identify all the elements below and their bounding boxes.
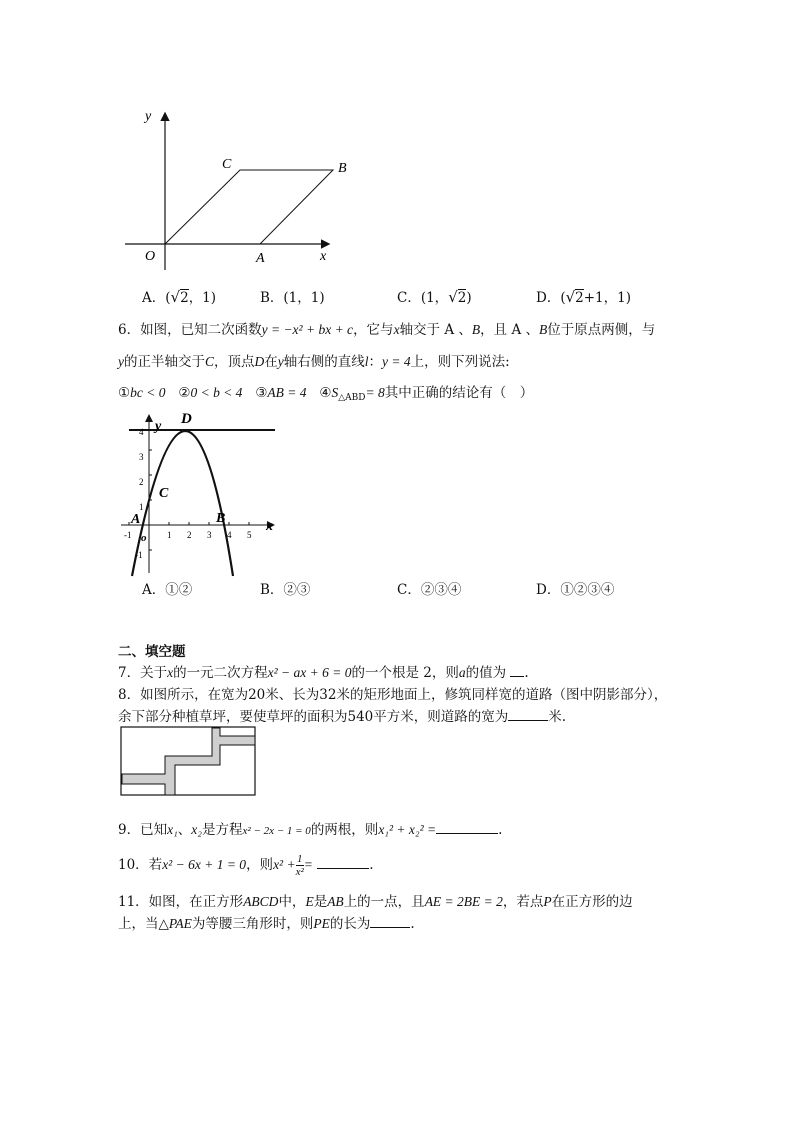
- q6-line1: 6．如图，已知二次函数y = −x² + bx + c，它与x轴交于 A 、B，且 A 、B位于原点两侧，与: [118, 322, 656, 338]
- q10-answer-blank[interactable]: [317, 856, 369, 869]
- q7: 7．关于x的一元二次方程x² − ax + 6 = 0的一个根是 2，则a的值为 .: [118, 665, 529, 681]
- parallelogram: [165, 170, 333, 244]
- q9-answer-blank[interactable]: [436, 821, 498, 834]
- point-a-label: A: [131, 512, 141, 527]
- q6-option-b[interactable]: B．②③: [260, 582, 311, 598]
- parallelogram-figure: [115, 100, 347, 270]
- q10: 10．若x² − 6x + 1 = 0，则x² + $\frac{1}{\text{x²}}$ = .: [118, 853, 374, 878]
- point-b-label: B: [216, 511, 226, 526]
- tick-y-1: 1: [139, 502, 144, 512]
- q5-option-c[interactable]: C．(1，√2): [397, 288, 472, 306]
- q11-line1: 11．如图，在正方形ABCD中，E是AB上的一点，且AE = 2BE = 2，若点P在正方形的边: [118, 894, 633, 910]
- point-c-label: C: [159, 486, 169, 501]
- tick-x-4: 4: [227, 530, 232, 540]
- q6-option-c[interactable]: C．②③④: [397, 582, 462, 598]
- tick-x-3: 3: [207, 530, 212, 540]
- fig2-x-label: x: [266, 519, 273, 534]
- parabola-figure: [115, 408, 285, 576]
- tick-y-4: 4: [139, 427, 144, 437]
- tick-x-neg1: -1: [124, 530, 132, 540]
- parabola-curve: [132, 431, 233, 576]
- road-figure: [120, 726, 258, 798]
- q5-option-b[interactable]: B．(1，1): [260, 290, 325, 306]
- q6-line2: y的正半轴交于C，顶点D在y轴右侧的直线l：y = 4上，则下列说法:: [118, 354, 510, 370]
- tick-y-2: 2: [139, 477, 144, 487]
- q8-line2: 余下部分种植草坪，要使草坪的面积为540平方米，则道路的宽为 米.: [118, 709, 567, 725]
- q6-option-a[interactable]: A．①②: [142, 582, 193, 598]
- q5-option-a[interactable]: A．(√2，1): [142, 288, 217, 306]
- q7-answer-blank[interactable]: [510, 664, 524, 677]
- q11-line2: 上，当△PAE为等腰三角形时，则PE的长为 .: [118, 916, 415, 932]
- point-c-label: C: [222, 157, 232, 172]
- tick-x-5: 5: [247, 530, 252, 540]
- section-heading: 二、填空题: [118, 644, 186, 660]
- axis-y-label: y: [145, 109, 152, 124]
- fig2-origin-label: o: [141, 532, 147, 544]
- fig2-y-label: y: [155, 419, 162, 434]
- q8-line1: 8．如图所示，在宽为20米、长为32米的矩形地面上，修筑同样宽的道路（图中阴影部分），: [118, 687, 668, 703]
- point-d-label: D: [181, 411, 192, 427]
- axis-x-label: x: [320, 249, 327, 264]
- point-a-label: A: [256, 251, 265, 266]
- tick-x-1: 1: [167, 530, 172, 540]
- q9: 9．已知x₁、x₂是方程x² − 2x − 1 = 0的两根，则x₁² + x₂² = .: [118, 822, 503, 838]
- q5-option-d[interactable]: D．(√2+1，1): [536, 288, 632, 306]
- point-b-label: B: [338, 161, 347, 176]
- q8-answer-blank[interactable]: [508, 708, 548, 721]
- tick-y-neg1: -1: [135, 550, 143, 560]
- q6-statements: ①bc < 0 ②0 < b < 4 ③AB = 4 $④S_{\triangle ABD}= 8$其中正确的结论有（ ）: [118, 385, 534, 403]
- q11-answer-blank[interactable]: [370, 915, 410, 928]
- tick-y-3: 3: [139, 452, 144, 462]
- origin-label: O: [145, 249, 156, 264]
- tick-x-2: 2: [187, 530, 192, 540]
- q6-option-d[interactable]: D．①②③④: [536, 582, 615, 598]
